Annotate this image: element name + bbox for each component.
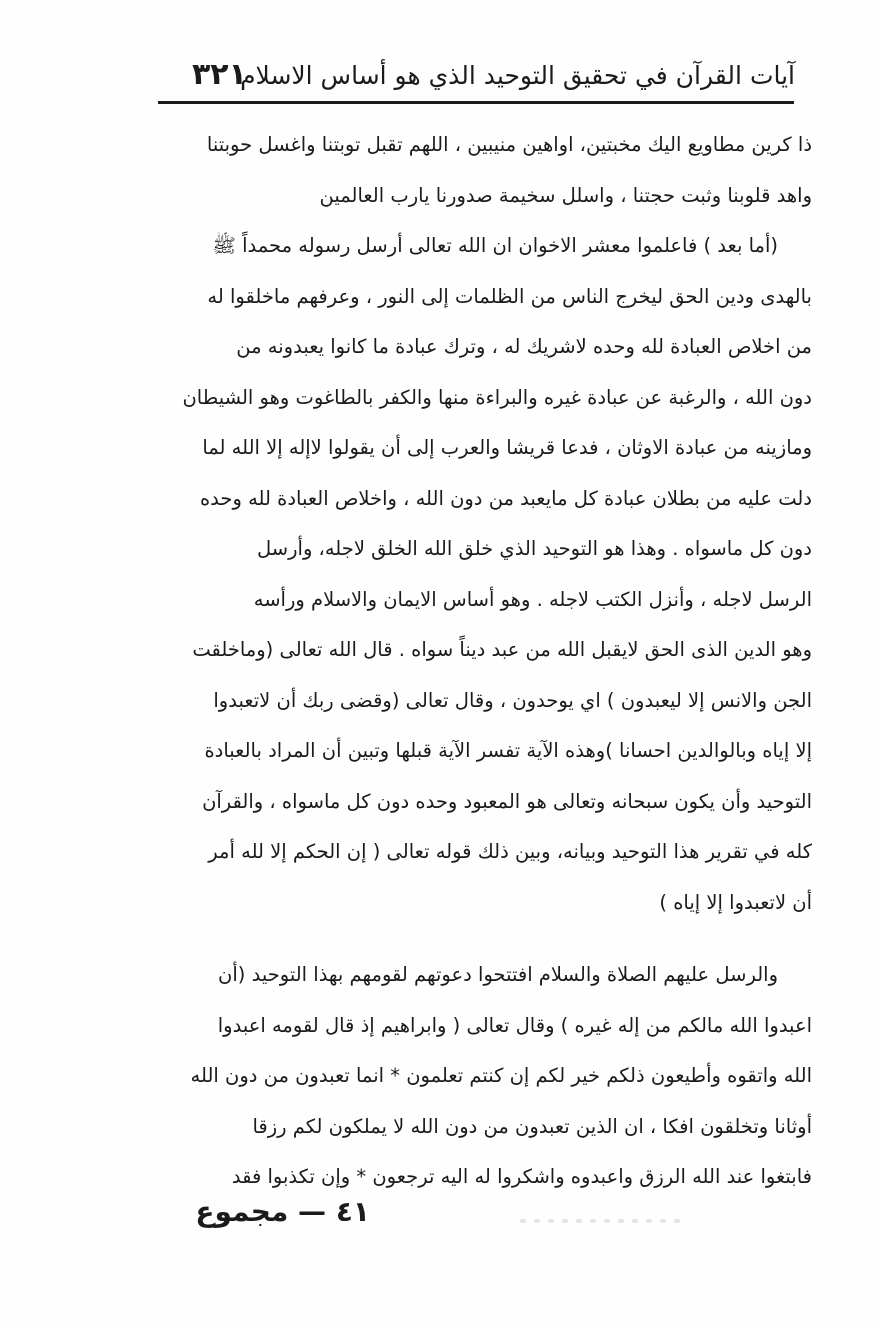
text-line: التوحيد وأن يكون سبحانه وتعالى هو المعبود وحده دون كل ماسواه ، والقرآن (202, 789, 812, 813)
text-line: ذا كرين مطاويع اليك مخبتين، اواهين منيبين ، اللهم تقبل توبتنا واغسل حوبتنا (206, 133, 812, 156)
text-line: ومازينه من عبادة الاوثان ، فدعا قريشا والعرب إلى أن يقولوا لاإله إلا الله لما (202, 436, 812, 459)
text-line: واهد قلوبنا وثبت حجتنا ، واسلل سخيمة صدورنا يارب العالمين (319, 183, 812, 207)
text-line: وهو الدين الذى الحق لايقبل الله من عبد ديناً سواه . قال الله تعالى (وماخلقت (192, 638, 812, 661)
text-line: والرسل عليهم الصلاة والسلام افتتحوا دعوتهم لقومهم بهذا التوحيد (أن (218, 963, 778, 986)
text-line: دون كل ماسواه . وهذا هو التوحيد الذي خلق الله الخلق لاجله، وأرسل (257, 537, 812, 560)
text-line: أوثانا وتخلقون افكا ، ان الذين تعبدون من دون الله لا يملكون لكم رزقا (252, 1114, 812, 1138)
header-rule (158, 101, 794, 104)
text-line: الجن والانس إلا ليعبدون ) اي يوحدون ، وقال تعالى (وقضى ربك أن لاتعبدوا (213, 688, 812, 712)
text-line: أن لاتعبدوا إلا إياه ) (659, 890, 812, 914)
text-line: اعبدوا الله مالكم من إله غيره ) وقال تعالى ( وابراهيم إذ قال لقومه اعبدوا (217, 1013, 812, 1037)
text-line: من اخلاص العبادة لله وحده لاشريك له ، وترك عبادة ما كانوا يعبدونه من (236, 335, 812, 358)
paragraph-messengers (150, 950, 812, 1203)
text-line: دلت عليه من بطلان عبادة كل مايعبد من دون الله ، واخلاص العبادة لله وحده (199, 486, 812, 510)
body-text (150, 120, 812, 1203)
page-footer (195, 1192, 370, 1232)
text-line: الرسل لاجله ، وأنزل الكتب لاجله . وهو أساس الايمان والاسلام ورأسه (253, 587, 812, 611)
paragraph-opening-prayer (150, 120, 812, 221)
text-line: دون الله ، والرغبة عن عبادة غيره والبراءة منها والكفر بالطاغوت وهو الشيطان (182, 385, 812, 409)
paragraph-amma-bad (150, 221, 812, 928)
text-line: إلا إياه وبالوالدين احسانا )وهذه الآية تفسر الآية قبلها وتبين أن المراد بالعبادة (204, 739, 812, 762)
text-line: بالهدى ودين الحق ليخرج الناس من الظلمات إلى النور ، وعرفهم ماخلقوا له (207, 284, 812, 308)
text-line: الله واتقوه وأطيعون ذلكم خير لكم إن كنتم تعلمون * انما تعبدون من دون الله (190, 1064, 812, 1087)
text-line: كله في تقرير هذا التوحيد وبيانه، وبين ذلك قوله تعالى ( إن الحكم إلا لله أمر (208, 840, 812, 863)
paragraph-gap (150, 928, 812, 950)
signature-mark: ٤١ — مجموع (195, 1195, 370, 1228)
text-line: فابتغوا عند الله الرزق واعبدوه واشكروا له اليه ترجعون * وإن تكذبوا فقد (231, 1165, 812, 1188)
text-line: (أما بعد ) فاعلموا معشر الاخوان ان الله تعالى أرسل رسوله محمداً ﷺ (212, 234, 778, 257)
page-number: ٣٢١ (192, 57, 247, 92)
page-header (160, 50, 795, 102)
running-title: آيات القرآن في تحقيق التوحيد الذي هو أساس الاسلام (240, 61, 795, 90)
faded-bleedthrough-mark (520, 1208, 820, 1228)
